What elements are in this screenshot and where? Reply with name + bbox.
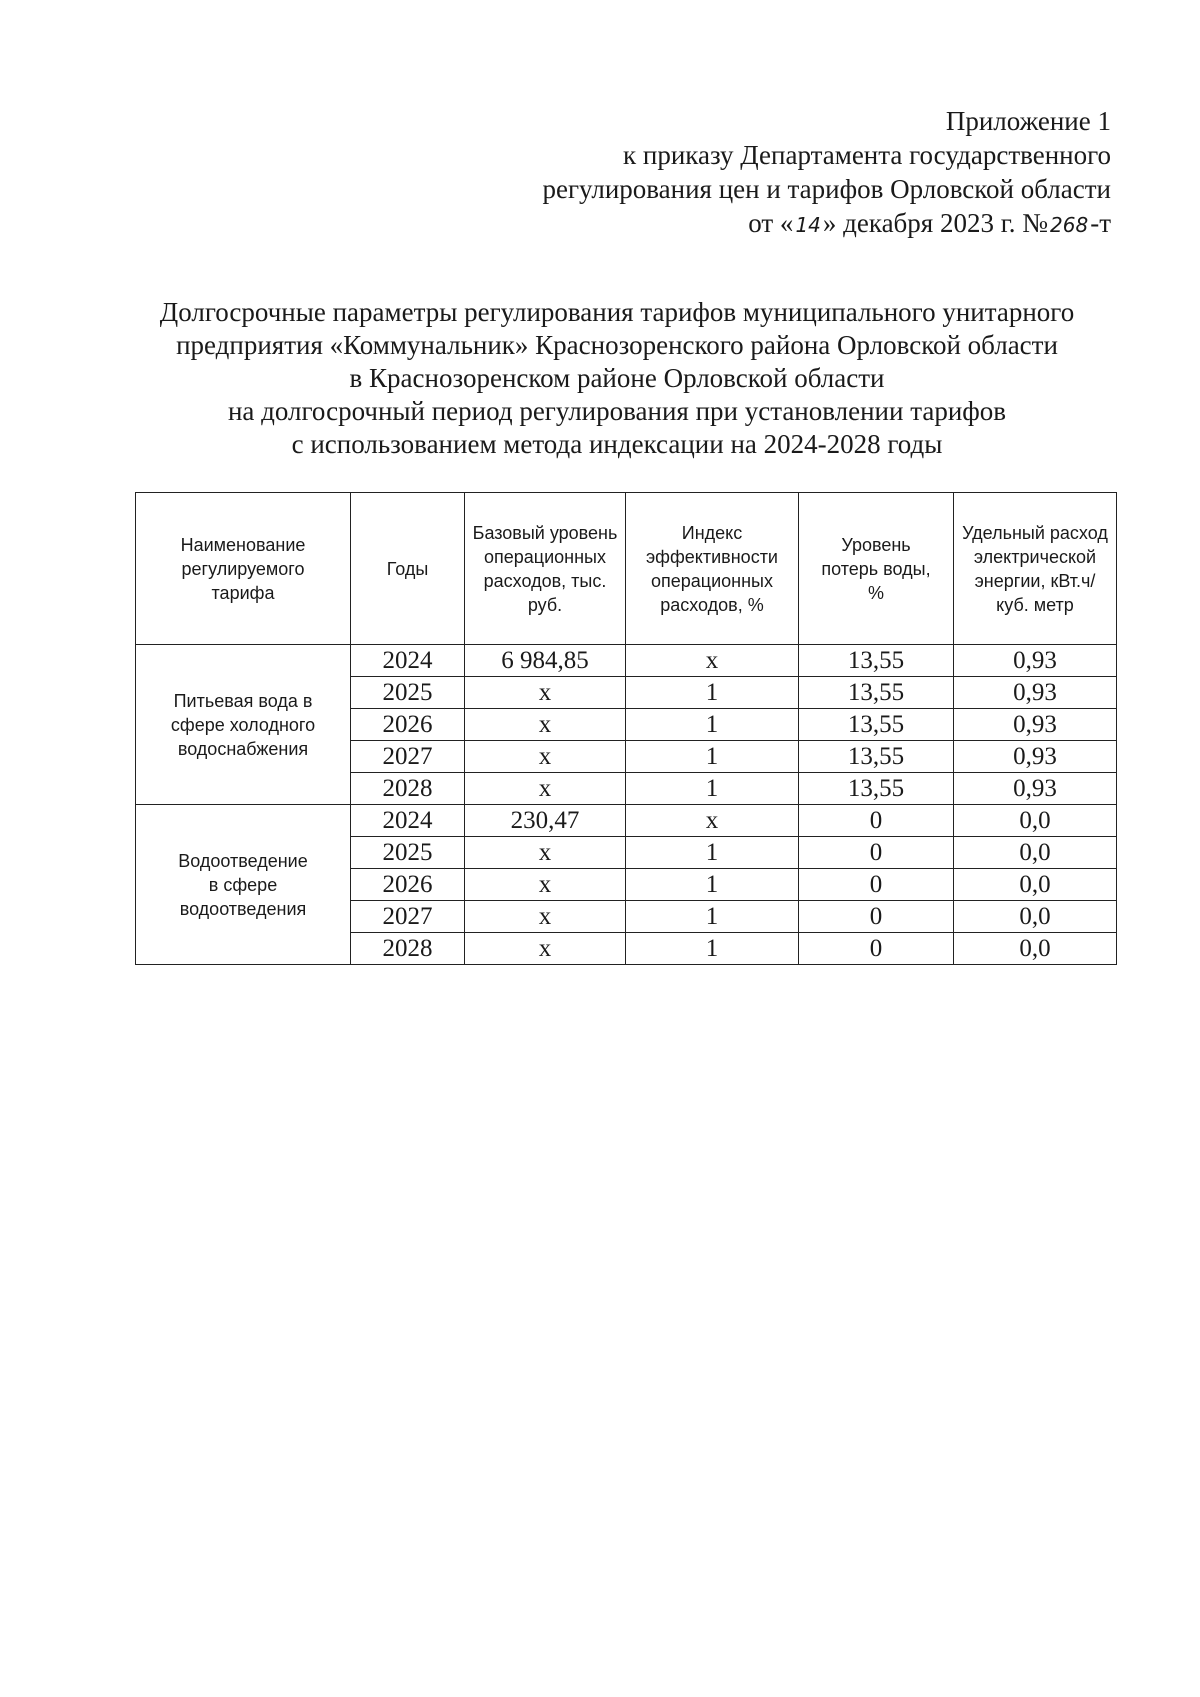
cell-energy: 0,0	[954, 805, 1117, 837]
title-line-1: Долгосрочные параметры регулирования тарифов муниципального унитарного	[159, 297, 1075, 327]
cell-index: 1	[626, 933, 799, 965]
table-row	[136, 805, 1117, 837]
cell-year: 2028	[351, 933, 465, 965]
cell-index: х	[626, 645, 799, 677]
cell-index: 1	[626, 773, 799, 805]
handwritten-number: 268	[1050, 213, 1089, 237]
cell-base: х	[465, 869, 626, 901]
handwritten-day: 14	[795, 213, 821, 237]
parameters-table	[135, 492, 1117, 965]
cell-base: х	[465, 741, 626, 773]
cell-losses: 0	[799, 805, 954, 837]
cell-base: 6 984,85	[465, 645, 626, 677]
cell-index: 1	[626, 901, 799, 933]
table-header-row	[136, 493, 1117, 645]
cell-base: 230,47	[465, 805, 626, 837]
cell-losses: 0	[799, 837, 954, 869]
cell-year: 2026	[351, 869, 465, 901]
cell-base: х	[465, 837, 626, 869]
cell-losses: 13,55	[799, 677, 954, 709]
date-suffix: -т	[1090, 208, 1111, 238]
cell-year: 2028	[351, 773, 465, 805]
cell-energy: 0,0	[954, 933, 1117, 965]
cell-year: 2025	[351, 837, 465, 869]
cell-losses: 0	[799, 933, 954, 965]
appendix-order-line: к приказу Департамента государственного	[623, 140, 1111, 170]
title-line-3: в Краснозоренском районе Орловской области	[349, 363, 885, 393]
tariff-name-wastewater: Водоотведение в сфере водоотведения	[136, 805, 351, 965]
cell-base: х	[465, 933, 626, 965]
cell-index: 1	[626, 869, 799, 901]
date-mid: » декабря 2023 г. №	[822, 208, 1049, 238]
cell-base: х	[465, 773, 626, 805]
cell-year: 2024	[351, 805, 465, 837]
cell-energy: 0,0	[954, 869, 1117, 901]
appendix-title: Приложение 1	[945, 106, 1111, 136]
cell-energy: 0,0	[954, 837, 1117, 869]
cell-energy: 0,93	[954, 741, 1117, 773]
cell-year: 2027	[351, 901, 465, 933]
tariff-name-drinking-water: Питьевая вода в сфере холодного водоснабжения	[136, 645, 351, 805]
cell-index: 1	[626, 677, 799, 709]
cell-year: 2027	[351, 741, 465, 773]
cell-year: 2025	[351, 677, 465, 709]
header-energy-consumption: Удельный расход электрической энергии, кВт.ч/куб. метр	[954, 493, 1117, 645]
cell-losses: 0	[799, 901, 954, 933]
title-line-4: на долгосрочный период регулирования при установлении тарифов	[227, 396, 1007, 426]
header-water-losses: Уровень потерь воды, %	[799, 493, 954, 645]
cell-base: х	[465, 901, 626, 933]
cell-losses: 13,55	[799, 709, 954, 741]
cell-losses: 0	[799, 869, 954, 901]
appendix-block	[542, 104, 1111, 242]
appendix-department-line: регулирования цен и тарифов Орловской области	[542, 174, 1111, 204]
title-line-5: с использованием метода индексации на 2024-2028 годы	[291, 429, 943, 459]
cell-energy: 0,93	[954, 709, 1117, 741]
cell-losses: 13,55	[799, 645, 954, 677]
title-line-2: предприятия «Коммунальник» Краснозоренского района Орловской области	[176, 330, 1058, 360]
cell-energy: 0,93	[954, 645, 1117, 677]
cell-base: х	[465, 677, 626, 709]
table-body	[136, 645, 1117, 965]
header-efficiency-index: Индекс эффективности операционных расходов, %	[626, 493, 799, 645]
cell-energy: 0,93	[954, 677, 1117, 709]
cell-energy: 0,93	[954, 773, 1117, 805]
appendix-date-line	[542, 206, 1111, 242]
cell-energy: 0,0	[954, 901, 1117, 933]
header-years: Годы	[351, 493, 465, 645]
cell-losses: 13,55	[799, 741, 954, 773]
cell-year: 2026	[351, 709, 465, 741]
table-row	[136, 645, 1117, 677]
document-title	[100, 296, 1134, 461]
cell-index: 1	[626, 741, 799, 773]
cell-index: х	[626, 805, 799, 837]
date-prefix: от «	[748, 208, 794, 238]
cell-index: 1	[626, 709, 799, 741]
header-tariff-name: Наименование регулируемого тарифа	[136, 493, 351, 645]
header-base-opex: Базовый уровень операционных расходов, тыс. руб.	[465, 493, 626, 645]
cell-year: 2024	[351, 645, 465, 677]
cell-losses: 13,55	[799, 773, 954, 805]
cell-base: х	[465, 709, 626, 741]
cell-index: 1	[626, 837, 799, 869]
